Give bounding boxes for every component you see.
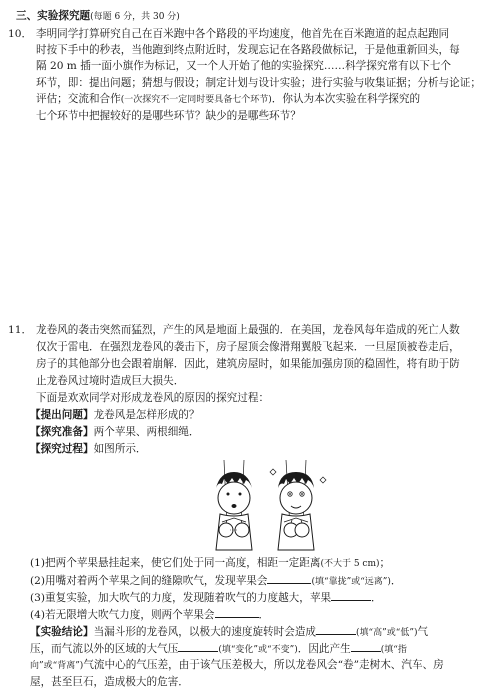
process-tag: 【探究过程】 [30, 443, 94, 455]
q10-note: (一次探究不一定同时要具备七个环节) [120, 95, 272, 105]
step-2-answer-blank[interactable] [267, 573, 311, 584]
conclusion-note-3a: (填“指 [380, 645, 407, 655]
q10-line-4: 环节，即：提出问题；猜想与假设；制定计划与设计实验；进行实验与收集证据；分析与论证； [36, 77, 481, 89]
section-header [16, 9, 180, 24]
step-1-end: ； [379, 557, 391, 569]
step-3 [30, 590, 382, 605]
q11-prep [30, 425, 200, 439]
step-4 [30, 607, 269, 622]
conclusion-text-1: 当漏斗形的龙卷风，以极大的速度旋转时会造成 [93, 626, 317, 638]
q11-intro-2: 仅次于雷电．在强烈龙卷风的袭击下，房子屋顶会像滑翔翼般飞起来．一旦屋顶被卷走后， [36, 341, 460, 353]
step-3-answer-blank[interactable] [331, 590, 371, 601]
surprised-boy-apples-icon [270, 469, 326, 550]
process-text: 如图所示． [93, 443, 147, 455]
q10-line-5-end: ．你认为本次实验在科学探究的 [271, 93, 421, 105]
apple-blowing-illustration [200, 460, 330, 552]
step-4-end: ． [258, 609, 270, 621]
q11-process [30, 442, 147, 456]
step-2-end: ． [390, 575, 402, 587]
step-3-end: ． [371, 592, 382, 604]
conclusion-text-1-end: 气 [417, 626, 429, 638]
prep-tag: 【探究准备】 [30, 426, 94, 438]
prep-text: 两个苹果、两根细绳． [93, 426, 200, 438]
conclusion-line-2 [30, 641, 407, 657]
section-title: 三、实验探究题 [16, 10, 91, 22]
q11-intro-3: 房子的其他部分也会跟着崩解．因此，建筑房屋时，如果能加强房顶的稳固性，将有助于防 [36, 358, 460, 370]
step-1-note: (不大于 5 cm) [320, 559, 380, 569]
conclusion-blank-2[interactable] [178, 641, 218, 652]
conclusion-line-3 [30, 658, 444, 673]
conclusion-tag: 【实验结论】 [30, 626, 94, 638]
q10-line-3: 隔 20 m 插一面小旗作为标记，又一个人开始了他的实验探究……科学探究常有以下七个 [36, 60, 451, 72]
conclusion-note-1: (填“高”或“低”) [356, 628, 418, 638]
step-2 [30, 573, 402, 589]
q10-line-5 [36, 92, 420, 107]
section-note: (每题 6 分，共 30 分) [90, 12, 180, 22]
conclusion-blank-3[interactable] [351, 641, 381, 652]
conclusion-blank-1[interactable] [316, 624, 356, 635]
step-3-text: (3)重复实验，加大吹气的力度，发现随着吹气的力度越大，苹果 [30, 592, 332, 604]
q10-line-6: 七个环节中把握较好的是哪些环节？缺少的是哪些环节？ [36, 110, 301, 122]
q10-line-2: 时按下手中的秒表，当他跑到终点附近时，发现忘记在各路段做标记，于是他重新回头，每 [36, 44, 460, 56]
ask-text: 龙卷风是怎样形成的？ [93, 409, 200, 421]
conclusion-line-1 [30, 624, 428, 640]
q11-ask [30, 408, 200, 422]
step-2-note: (填“靠拢”或“远离”) [311, 577, 391, 587]
conclusion-line-4: 屋，甚至巨石，造成极大的危害． [30, 676, 189, 688]
q11-intro-1: 龙卷风的袭击突然而猛烈，产生的风是地面上最强的．在美国，龙卷风每年造成的死亡人数 [36, 324, 460, 336]
conclusion-note-2: (填“变化”或“不变”) [218, 645, 298, 655]
conclusion-text-2b: ．因此产生 [297, 643, 351, 655]
q11-number: 11． [8, 324, 33, 336]
conclusion-text-2: 压，而气流以外的区域的大气压 [30, 643, 179, 655]
step-4-text: (4)若无限增大吹气力度，则两个苹果会 [30, 609, 215, 621]
step-1-text: (1)把两个苹果悬挂起来，使它们处于同一高度，相距一定距离 [30, 557, 321, 569]
ask-tag: 【提出问题】 [30, 409, 94, 421]
step-2-text: (2)用嘴对着两个苹果之间的缝隙吹气，发现苹果会 [30, 575, 268, 587]
step-4-answer-blank[interactable] [215, 607, 259, 618]
q10-number: 10． [8, 28, 33, 40]
q10-line-1: 李明同学打算研究自己在百米跑中各个路段的平均速度，他首先在百米跑道的起点起跑同 [36, 28, 450, 40]
q11-intro-5: 下面是欢欢同学对形成龙卷风的原因的探究过程： [36, 392, 270, 404]
conclusion-note-3b: 向”或“背离”) [30, 661, 84, 671]
conclusion-text-3: 气流中心的气压差，由于该气压差极大，所以龙卷风会“卷”走树木、汽车、房 [83, 659, 444, 671]
q10-line-5-text: 评估；交流和合作 [36, 93, 121, 105]
step-1 [30, 556, 390, 571]
q11-intro-4: 止龙卷风过境时造成巨大损失． [36, 375, 185, 387]
boy-blowing-apples-icon [216, 472, 252, 550]
